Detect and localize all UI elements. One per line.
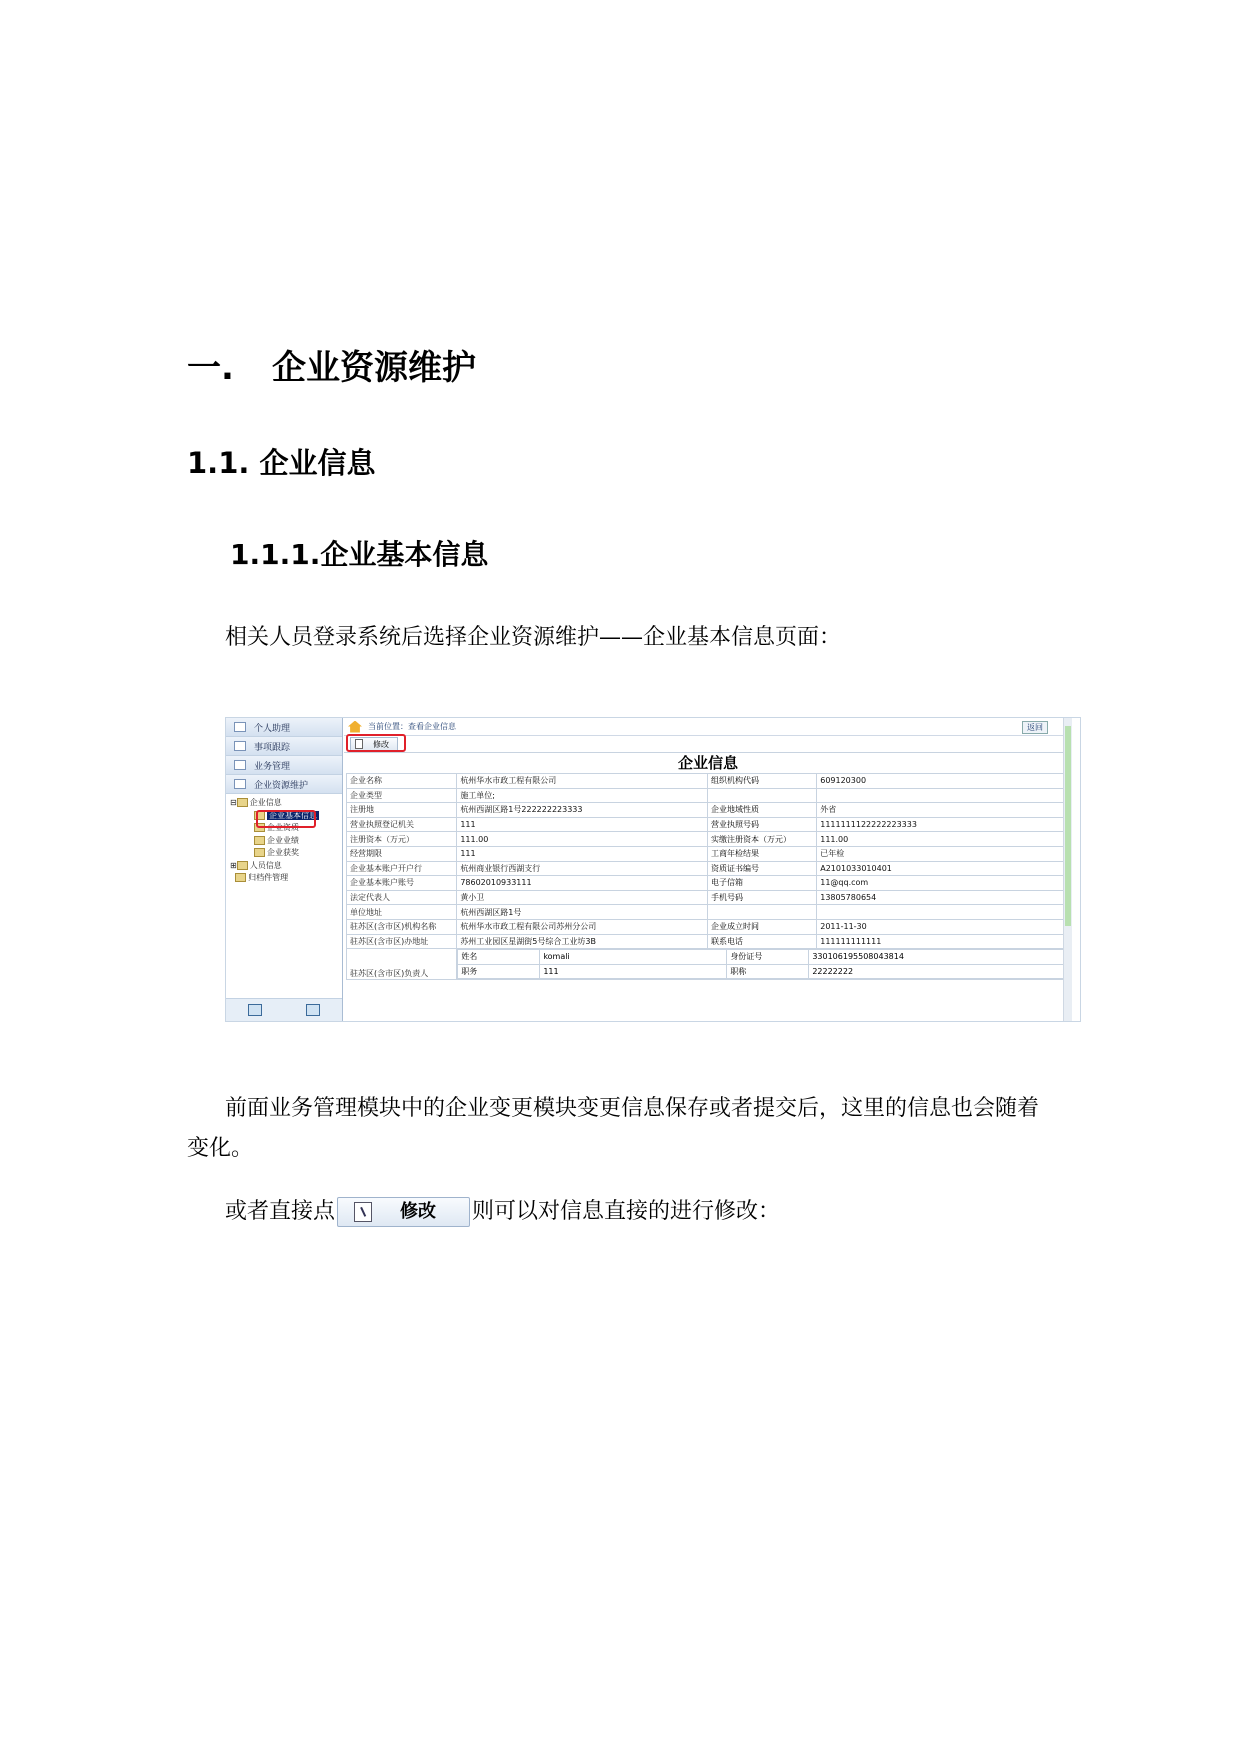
field-value: 杭州西湖区路1号 [457, 905, 708, 920]
table-row [347, 890, 1068, 905]
tree-label: 企业基本信息 [269, 810, 317, 820]
field-label: 职务 [458, 964, 540, 979]
field-value: 杭州华水市政工程有限公司 [457, 774, 708, 789]
home-icon[interactable] [248, 1004, 262, 1016]
intro-paragraph: 相关人员登录系统后选择企业资源维护——企业基本信息页面： [225, 625, 842, 650]
folder-icon [237, 861, 248, 870]
sidebar-item-business[interactable] [226, 756, 342, 775]
sidebar-item-assistant[interactable] [226, 718, 342, 737]
field-label: 营业执照登记机关 [347, 817, 457, 832]
heading-number: 一. [187, 348, 234, 388]
sidebar-item-tracking[interactable] [226, 737, 342, 756]
field-label: 驻苏区(含市区)负责人 [347, 949, 457, 980]
menu-icon [234, 760, 246, 770]
folder-icon [254, 848, 265, 857]
field-label: 驻苏区(含市区)办地址 [347, 934, 457, 949]
field-value: 2011-11-30 [817, 919, 1068, 934]
table-row [347, 861, 1068, 876]
section-heading-1 [187, 340, 476, 389]
location-bar [344, 718, 1072, 736]
tree-label: 人员信息 [249, 860, 282, 870]
field-label: 实缴注册资本（万元） [708, 832, 817, 847]
explanation-paragraph: 前面业务管理模块中的企业变更模块变更信息保存或者提交后，这里的信息也会随着变化。 [187, 1096, 1040, 1161]
field-value [817, 905, 1068, 920]
toolbar [344, 736, 1072, 752]
back-button[interactable]: 返回 [1022, 721, 1048, 734]
text-before-button: 或者直接点 [225, 1199, 336, 1224]
table-row [347, 949, 1068, 980]
breadcrumb: 当前位置：查看企业信息 [368, 722, 456, 731]
field-value: 杭州西湖区路1号222222223333 [457, 803, 708, 818]
field-label: 企业基本账户开户行 [347, 861, 457, 876]
main-panel [344, 718, 1072, 1021]
field-label: 经营期限 [347, 846, 457, 861]
field-value: 杭州商业银行西湖支行 [457, 861, 708, 876]
table-row [347, 876, 1068, 891]
field-label: 注册资本（万元） [347, 832, 457, 847]
folder-icon [254, 836, 265, 845]
tree-node-awards[interactable] [230, 847, 338, 860]
table-row [347, 788, 1068, 803]
field-label: 企业地域性质 [708, 803, 817, 818]
field-label: 营业执照号码 [708, 817, 817, 832]
field-value: 1111111122222223333 [817, 817, 1068, 832]
field-value: 杭州华水市政工程有限公司苏州分公司 [457, 919, 708, 934]
table-row [347, 832, 1068, 847]
sidebar-item-label: 业务管理 [254, 761, 291, 772]
field-value: 111.00 [457, 832, 708, 847]
tree-label: 归档件管理 [248, 873, 289, 882]
tree-label: 企业信息 [249, 798, 282, 807]
menu-icon [234, 741, 246, 751]
field-label: 手机号码 [708, 890, 817, 905]
home-icon [348, 721, 362, 733]
field-value: 330106195508043814 [809, 950, 1067, 965]
table-row [347, 919, 1068, 934]
field-value: 已年检 [817, 846, 1068, 861]
field-value: 78602010933111 [457, 876, 708, 891]
edit-button-label: 修改 [400, 1201, 437, 1222]
system-screenshot [225, 717, 1081, 1022]
table-row [347, 934, 1068, 949]
field-value: 111 [457, 817, 708, 832]
field-label: 职称 [727, 964, 809, 979]
field-value: 609120300 [817, 774, 1068, 789]
field-label: 联系电话 [708, 934, 817, 949]
field-label [708, 788, 817, 803]
contact-table [457, 949, 1067, 979]
section-heading-2: 1.1. 企业信息 [187, 446, 376, 480]
field-label: 电子信箱 [708, 876, 817, 891]
field-value: 黄小卫 [457, 890, 708, 905]
field-label: 企业类型 [347, 788, 457, 803]
field-value: komali [540, 950, 727, 965]
field-value: 111111111111 [817, 934, 1068, 949]
sidebar-item-label: 事项跟踪 [254, 742, 291, 753]
tree-node-performance[interactable] [230, 835, 338, 848]
edit-paragraph [225, 1192, 780, 1232]
field-label: 单位地址 [347, 905, 457, 920]
sidebar [226, 718, 343, 1021]
form-title: 企业信息 [344, 752, 1072, 773]
tree-node-archive[interactable] [230, 872, 338, 885]
field-value: 11@qq.com [817, 876, 1068, 891]
field-label: 工商年检结果 [708, 846, 817, 861]
field-label: 法定代表人 [347, 890, 457, 905]
highlight-box [346, 734, 406, 752]
table-row [347, 817, 1068, 832]
field-label: 姓名 [458, 950, 540, 965]
sidebar-item-label: 企业资源维护 [254, 780, 309, 791]
field-label: 企业名称 [347, 774, 457, 789]
contact-cell [457, 949, 1068, 980]
text-after-button: 则可以对信息直接的进行修改： [472, 1199, 781, 1224]
field-label: 组织机构代码 [708, 774, 817, 789]
field-label: 企业基本账户账号 [347, 876, 457, 891]
field-value: 111 [540, 964, 727, 979]
field-label: 身份证号 [727, 950, 809, 965]
folder-icon [237, 798, 248, 807]
table-row [347, 803, 1068, 818]
tree-node-company[interactable]: ⊟ 企业信息 [230, 798, 282, 807]
field-value: 施工单位; [457, 788, 708, 803]
field-value [817, 788, 1068, 803]
table-row [458, 950, 1067, 965]
table-row [347, 774, 1068, 789]
tree-label: 企业获奖 [267, 848, 299, 857]
edit-button-image [337, 1197, 470, 1227]
scrollbar[interactable] [1063, 718, 1072, 1021]
field-value: 111.00 [817, 832, 1068, 847]
field-label [708, 905, 817, 920]
folder-icon [235, 873, 246, 882]
table-row [347, 905, 1068, 920]
info-table [346, 773, 1068, 980]
edit-button-label: 修改 [373, 739, 389, 749]
field-value: 外省 [817, 803, 1068, 818]
field-value: 苏州工业园区星湖街5号综合工业坊3B [457, 934, 708, 949]
field-value: 13805780654 [817, 890, 1068, 905]
sidebar-footer [226, 998, 342, 1021]
tree-label: 企业资质 [267, 823, 299, 832]
field-label: 注册地 [347, 803, 457, 818]
sidebar-item-resources[interactable] [226, 775, 342, 794]
field-value: 22222222 [809, 964, 1067, 979]
sidebar-item-label: 个人助理 [254, 723, 291, 734]
scrollbar-thumb[interactable] [1065, 726, 1071, 926]
window-icon[interactable] [306, 1004, 320, 1016]
heading-text: 企业资源维护 [272, 348, 476, 388]
tree-label: 企业业绩 [267, 835, 299, 845]
nav-tree [226, 794, 342, 888]
menu-icon [234, 722, 246, 732]
menu-icon [234, 779, 246, 789]
field-value: A2101033010401 [817, 861, 1068, 876]
edit-icon [354, 1202, 372, 1222]
field-label: 驻苏区(含市区)机构名称 [347, 919, 457, 934]
table-row [347, 846, 1068, 861]
highlight-box [256, 810, 316, 828]
field-value: 111 [457, 846, 708, 861]
field-label: 资质证书编号 [708, 861, 817, 876]
field-label: 企业成立时间 [708, 919, 817, 934]
section-heading-3: 1.1.1.企业基本信息 [230, 538, 489, 571]
tree-node-personnel[interactable]: ⊞ 人员信息 [230, 860, 282, 870]
table-row [458, 964, 1067, 979]
